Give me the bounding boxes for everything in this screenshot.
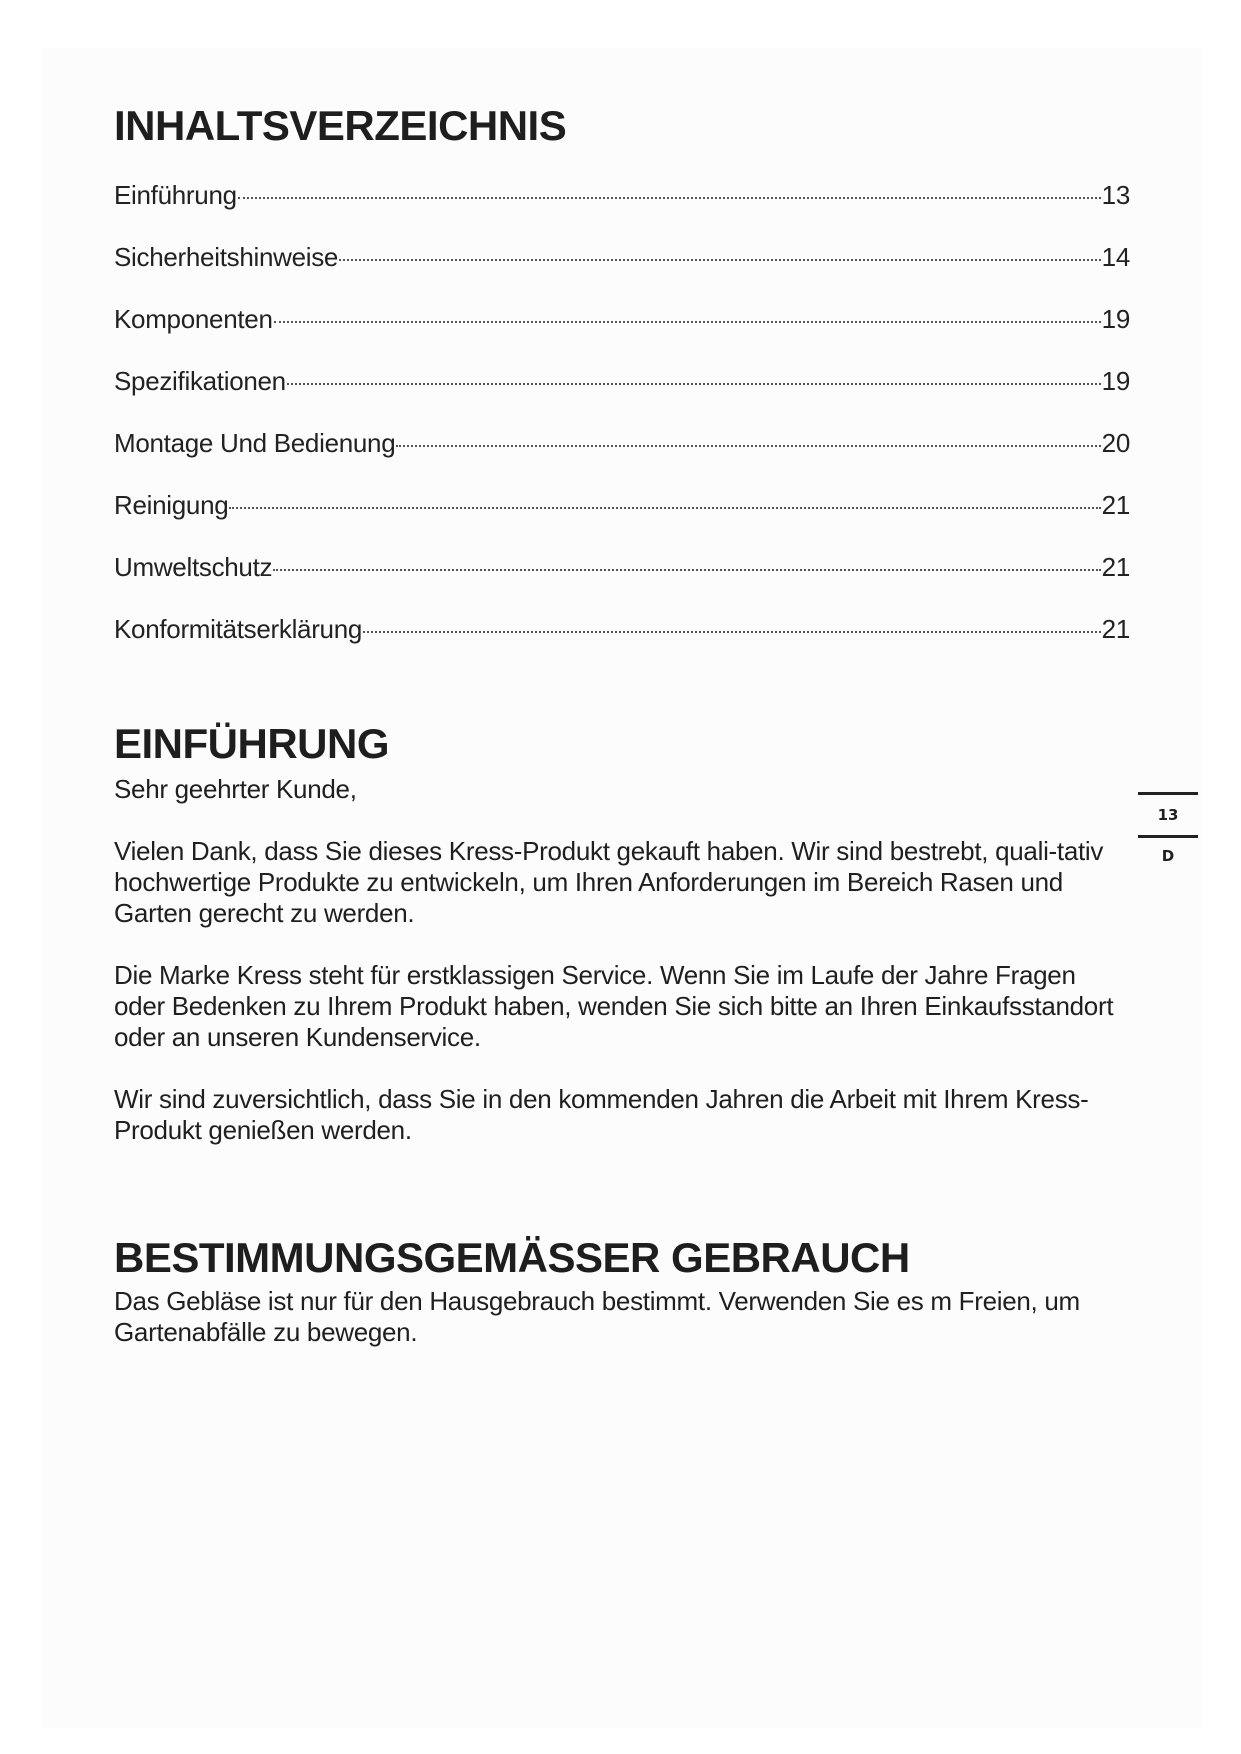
toc-entry-page: 13 [1101,180,1130,210]
toc-entry-label: Sicherheitshinweise [114,242,339,272]
toc-title: INHALTSVERZEICHNIS [114,102,567,149]
toc-entry[interactable] [114,178,1130,240]
toc-leader-dots [396,445,1100,447]
toc-entry-label: Reinigung [114,490,229,520]
toc-entry[interactable] [114,302,1130,364]
toc-entry[interactable] [114,240,1130,302]
language-code: D [1161,847,1175,865]
page-number: 13 [1157,806,1179,824]
intro-paragraph: Die Marke Kress steht für erstklassigen Service. Wenn Sie im Laufe der Jahre Fragen oder Bedenken zu Ihrem Produkt haben, wenden Sie sich bitte an Ihren Einkaufsstandort oder an unseren Kundenservice. [114,960,1114,1052]
toc-leader-dots [287,383,1101,385]
toc-entry-page: 19 [1101,366,1130,396]
intended-use-section [114,1230,1130,1348]
toc-entry[interactable] [114,364,1130,426]
toc-leader-dots [339,259,1101,261]
intro-greeting: Sehr geehrter Kunde, [114,774,357,804]
toc-leader-dots [363,631,1101,633]
toc-leader-dots [229,507,1100,509]
intro-title: EINFÜHRUNG [114,720,389,767]
toc-leader-dots [273,569,1100,571]
toc-entry-page: 21 [1101,490,1130,520]
toc-entry[interactable] [114,488,1130,550]
intended-use-text: Das Gebläse ist nur für den Hausgebrauch bestimmt. Verwenden Sie es m Freien, um Gartenabfälle zu bewegen. [114,1286,1080,1347]
toc-entry-label: Spezifikationen [114,366,286,396]
toc-entry-label: Komponenten [114,304,273,334]
toc-entry[interactable] [114,550,1130,612]
intro-section [114,716,1130,1146]
toc-entry[interactable] [114,426,1130,488]
toc-entry[interactable] [114,612,1130,674]
toc-entry-page: 21 [1101,552,1130,582]
intro-paragraph: Wir sind zuversichtlich, dass Sie in den kommenden Jahren die Arbeit mit Ihrem Kress-Produkt genießen werden. [114,1084,1089,1145]
toc-list [114,178,1130,674]
intended-use-title: BESTIMMUNGSGEMÄSSER GEBRAUCH [114,1234,910,1281]
toc-entry-label: Montage Und Bedienung [114,428,396,458]
toc-entry-label: Einführung [114,180,237,210]
toc-entry-page: 14 [1101,242,1130,272]
intro-paragraph: Vielen Dank, dass Sie dieses Kress-Produkt gekauft haben. Wir sind bestrebt, quali-tativ hochwertige Produkte zu entwickeln, um Ihren Anforderungen im Bereich Rasen und Garten gerecht zu werden. [114,836,1104,928]
toc-leader-dots [238,197,1101,199]
toc-entry-page: 21 [1101,614,1130,644]
toc-entry-label: Konformitätserklärung [114,614,363,644]
table-of-contents [114,98,1130,674]
toc-leader-dots [274,321,1101,323]
toc-entry-label: Umweltschutz [114,552,273,582]
toc-entry-page: 20 [1101,428,1130,458]
toc-entry-page: 19 [1101,304,1130,334]
page-side-marker [1138,792,1198,874]
